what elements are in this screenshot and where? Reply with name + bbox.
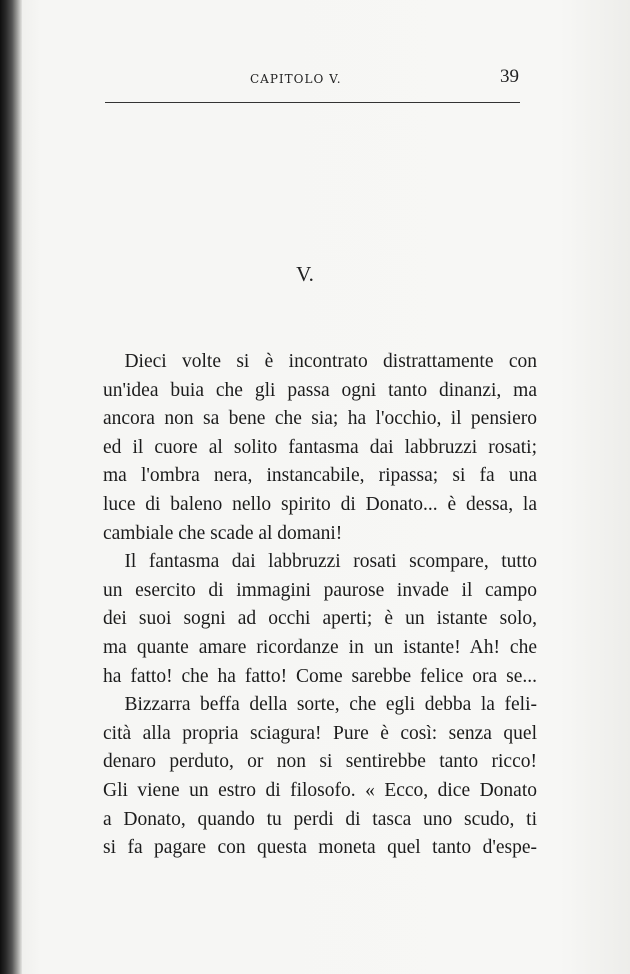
text-line: denaro perduto, or non si sentirebbe tanto ricco! (103, 751, 537, 773)
chapter-heading: V. (296, 262, 314, 286)
text-line: ed il cuore al solito fantasma dai labbruzzi rosati; (103, 436, 537, 458)
text-line: Dieci volte si è incontrato distrattamente con (124, 351, 537, 372)
text-line: ancora non sa bene che sia; ha l'occhio, il pensiero (103, 408, 537, 430)
text-line: ma quante amare ricordanze in un istante! Ah! che (103, 636, 537, 658)
body-text (103, 348, 537, 863)
text-line: Gli viene un estro di filosofo. « Ecco, dice Donato (103, 779, 537, 801)
book-spine-shadow (0, 0, 22, 974)
text-line: un'idea buia che gli passa ogni tanto dinanzi, ma (103, 379, 537, 401)
text-line: cambiale che scade al domani! (103, 522, 343, 544)
text-line: si fa pagare con questa moneta quel tanto d'espe- (103, 837, 537, 859)
text-line: ha fatto! che ha fatto! Come sarebbe felice ora se... (103, 665, 537, 687)
text-line: cità alla propria sciagura! Pure è così: senza quel (103, 722, 537, 744)
text-line: un esercito di immagini paurose invade il campo (103, 579, 537, 601)
running-head-title: CAPITOLO V. (250, 72, 342, 86)
page-number: 39 (500, 66, 519, 87)
text-line: a Donato, quando tu perdi di tasca uno scudo, ti (103, 808, 537, 830)
text-line: Bizzarra beffa della sorte, che egli debba la feli- (124, 694, 537, 716)
text-line: dei suoi sogni ad occhi aperti; è un istante solo, (103, 608, 537, 630)
header-rule (105, 102, 520, 103)
text-line: ma l'ombra nera, instancabile, ripassa; si fa una (103, 465, 537, 487)
text-line: Il fantasma dai labbruzzi rosati scompare, tutto (124, 551, 537, 573)
text-line: luce di baleno nello spirito di Donato... è dessa, la (103, 493, 537, 515)
